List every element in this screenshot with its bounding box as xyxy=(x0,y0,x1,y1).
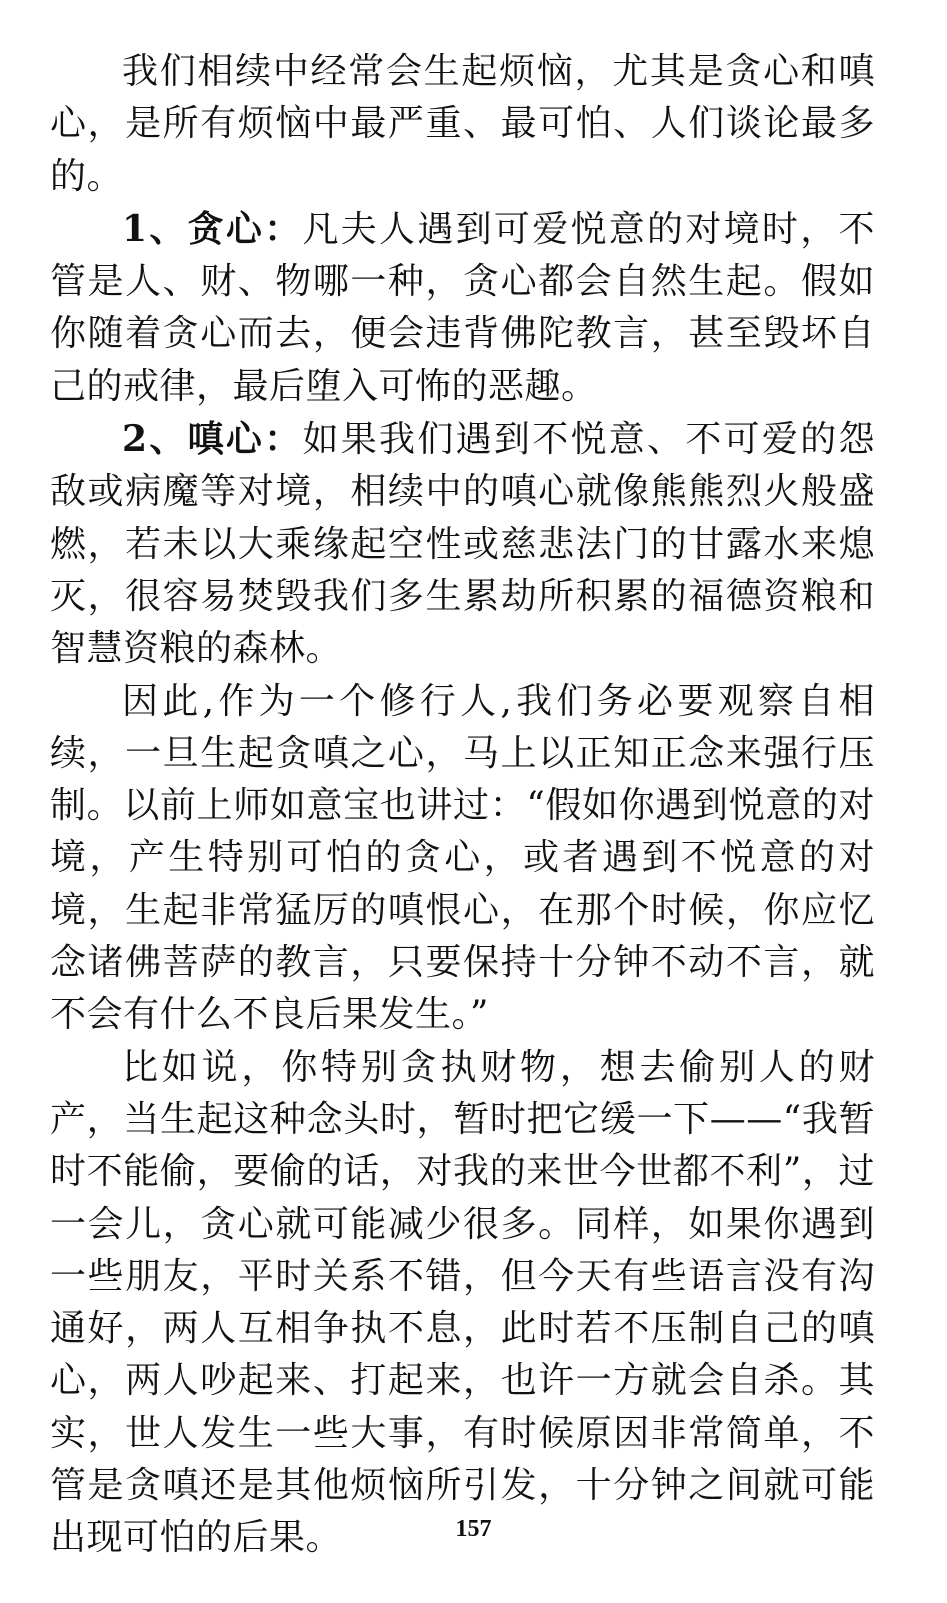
paragraph-therefore: 因此,作为一个修行人,我们务必要观察自相续，一旦生起贪嗔之心，马上以正知正念来强行压制。以前上师如意宝也讲过：“假如你遇到悦意的对境，产生特别可怕的贪心，或者遇到不悦意的对境，生起非常猛厉的嗔恨心，在那个时候，你应忆念诸佛菩萨的教言，只要保持十分钟不动不言，就不会有什么不良后果发生。” xyxy=(50,680,875,1036)
heading-greed: 1、贪心： xyxy=(122,207,303,250)
paragraph-example: 比如说，你特别贪执财物，想去偷别人的财产，当生起这种念头时，暂时把它缓一下——“我暂时不能偷，要偷的话，对我的来世今世都不利”，过一会儿，贪心就可能减少很多。同样，如果你遇到一些朋友，平时关系不错，但今天有些语言没有沟通好，两人互相争执不息，此时若不压制自己的嗔心，两人吵起来、打起来，也许一方就会自杀。其实，世人发生一些大事，有时候原因非常简单，不管是贪嗔还是其他烦恼所引发，十分钟之间就可能出现可怕的后果。 xyxy=(50,1046,875,1559)
paragraph-anger-body: 如果我们遇到不悦意、不可爱的怨敌或病魔等对境，相续中的嗔心就像熊熊烈火般盛燃，若未以大乘缘起空性或慈悲法门的甘露水来熄灭，很容易焚毁我们多生累劫所积累的福德资粮和智慧资粮的森林。 xyxy=(50,419,875,670)
paragraph-anger xyxy=(50,413,875,675)
page-number: 157 xyxy=(455,1516,492,1542)
heading-anger: 2、嗔心： xyxy=(122,418,303,461)
paragraph-intro: 我们相续中经常会生起烦恼，尤其是贪心和嗔心，是所有烦恼中最严重、最可怕、人们谈论最多的。 xyxy=(50,51,875,197)
paragraph-greed-body: 凡夫人遇到可爱悦意的对境时，不管是人、财、物哪一种，贪心都会自然生起。假如你随着贪心而去，便会违背佛陀教言，甚至毁坏自己的戒律，最后堕入可怖的恶趣。 xyxy=(50,208,875,407)
paragraph-greed xyxy=(50,203,875,413)
page-body xyxy=(50,46,875,1565)
